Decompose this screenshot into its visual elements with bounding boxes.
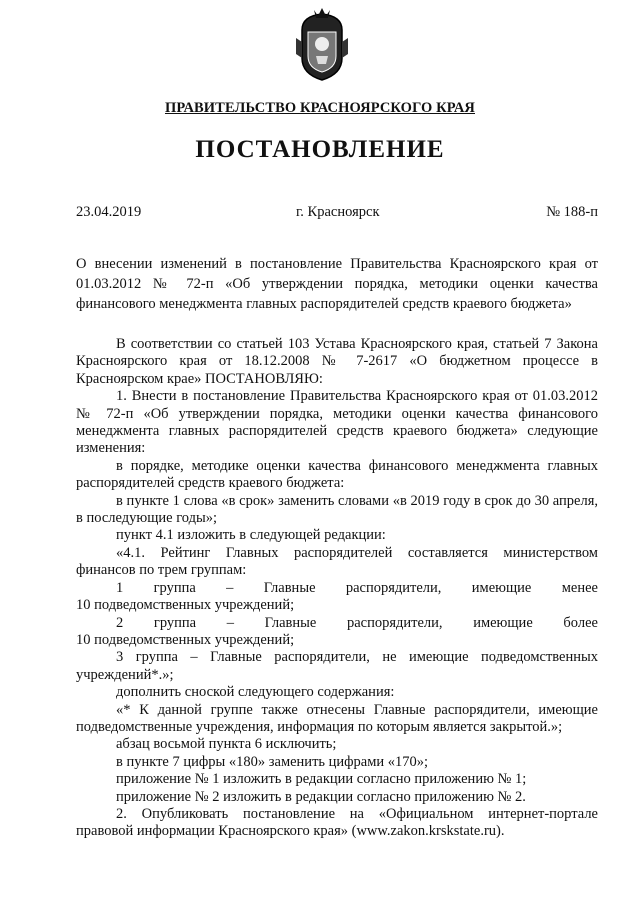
paragraph-9: в пункте 7 цифры «180» заменить цифрами «170»; <box>116 753 429 770</box>
group-3-paragraph: 3 группа – Главные распорядители, не имеющие подведомственных учреждений*.»; <box>76 649 598 683</box>
document-subject: О внесении изменений в постановление Правительства Красноярского края от 01.03.2012 № 72-п «Об утверждении порядка, методики оценки качества финансового менеджмента главных распорядителей средств краевого бюджета» <box>76 256 598 312</box>
paragraph-7: «* К данной группе также отнесены Главные распорядители, имеющие подведомственные учреждения, информация по которым является закрытой.»; <box>76 701 598 735</box>
group-1-tail: 10 подведомственных учреждений; <box>76 597 295 614</box>
paragraph-6: дополнить сноской следующего содержания: <box>116 684 395 701</box>
document-city: г. Красноярск <box>296 204 380 220</box>
paragraph-3: в пункте 1 слова «в срок» заменить словами «в 2019 году в срок до 30 апреля, в последующие годы»; <box>76 492 598 527</box>
group-1-row: 1 группа – Главные распорядители, имеющие менее <box>116 579 598 596</box>
paragraph-5: «4.1. Рейтинг Главных распорядителей составляется министерством финансов по трем группам: <box>76 544 598 579</box>
group-2-row: 2 группа – Главные распорядители, имеющие более <box>116 614 598 631</box>
paragraph-8: абзац восьмой пункта 6 исключить; <box>116 736 337 753</box>
document-type-title: ПОСТАНОВЛЕНИЕ <box>195 136 445 163</box>
paragraph-11: приложение № 2 изложить в редакции согласно приложению № 2. <box>116 788 526 805</box>
paragraph-10: приложение № 1 изложить в редакции согласно приложению № 1; <box>116 771 527 788</box>
krasnoyarsk-coat-of-arms-icon <box>294 8 350 84</box>
group-2-tail: 10 подведомственных учреждений; <box>76 631 295 648</box>
government-name: ПРАВИТЕЛЬСТВО КРАСНОЯРСКОГО КРАЯ <box>164 100 475 116</box>
document-number: № 188-п <box>546 204 598 220</box>
paragraph-4: пункт 4.1 изложить в следующей редакции: <box>116 527 386 544</box>
document-date: 23.04.2019 <box>76 204 142 220</box>
document-body <box>76 336 598 841</box>
paragraph-12: 2. Опубликовать постановление на «Официальном интернет-портале правовой информации Красноярского края» (www.zakon.krskstate.ru). <box>76 805 598 840</box>
preamble-paragraph: В соответствии со статьей 103 Устава Красноярского края, статьей 7 Закона Красноярского края от 18.12.2008 № 7-2617 «О бюджетном процессе в Красноярском крае» ПОСТАНОВЛЯЮ: <box>76 336 598 387</box>
paragraph-1: 1. Внести в постановление Правительства Красноярского края от 01.03.2012 № 72-п «Об утверждении порядка, методики оценки качества финансового менеджмента главных распорядителей средств краевого бюджета» следующие изменения: <box>76 388 598 457</box>
paragraph-2: в порядке, методике оценки качества финансового менеджмента главных распорядителей средств краевого бюджета: <box>76 457 598 492</box>
